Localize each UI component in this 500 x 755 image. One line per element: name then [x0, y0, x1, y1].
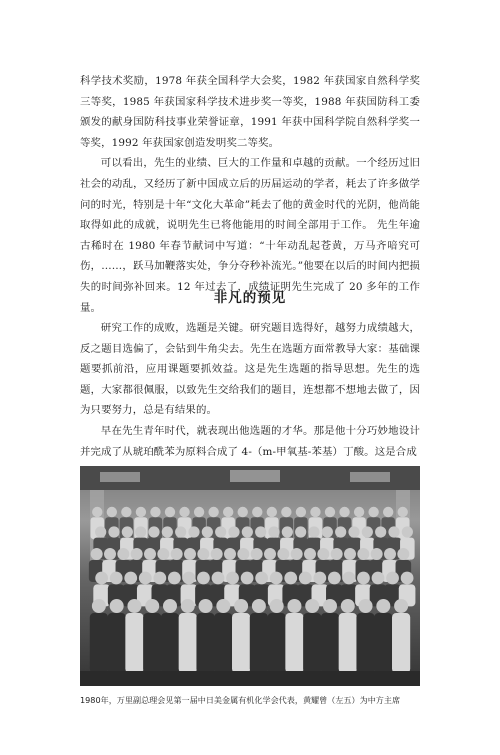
person-body	[196, 613, 214, 673]
person-head	[211, 548, 223, 560]
person-head	[375, 526, 386, 537]
person-body	[232, 613, 250, 673]
person-body	[356, 613, 374, 673]
person-head	[108, 526, 119, 537]
person-head	[153, 572, 166, 585]
paragraph-achievements: 可以看出，先生的业绩、巨大的工作量和卓越的贡献。一个经历过旧社会的动乱，又经历了新中国成立后的历届运动的学者，耗去了许多做学问的时光，特别是十年“文化大革命”耗去了他的黄金时代的光阴，他尚能取得如此的成就，说明先生已将他能用的时间全部用于工作。 先生年逾古稀时在 1980 年春节献词中写道：“十年动乱起苍黄，万马齐喑究可伤，……，跃马加鞭落实处，争分夺秒补流光。”他要在以后的时间内把损失的时间弥补回来。12 年过去了，成绩证明先生完成了 20 多年的工作量。	[80, 157, 420, 314]
person-head	[383, 507, 393, 517]
paragraph-early-talent: 早在先生青年时代，就表现出他选题的才华。那是他十分巧妙地设计并完成了从琥珀酰苯为原料合成了 4-（m-甲氧基-苯基）丁酸。这是合成	[80, 424, 420, 458]
group-photo-icon	[80, 466, 420, 686]
person-head	[234, 599, 248, 613]
person-head	[372, 572, 385, 585]
person-head	[388, 526, 399, 537]
person-head	[344, 548, 356, 560]
person-body	[161, 613, 179, 673]
person-head	[282, 526, 293, 537]
person-head	[226, 572, 239, 585]
person-head	[291, 548, 303, 560]
person-head	[287, 599, 301, 613]
person-head	[228, 526, 239, 537]
person-body	[285, 613, 303, 673]
person-head	[121, 507, 131, 517]
person-head	[328, 572, 341, 585]
person-body	[125, 613, 143, 673]
person-head	[371, 548, 383, 560]
person-head	[305, 599, 319, 613]
person-head	[341, 599, 355, 613]
person-head	[92, 599, 106, 613]
person-head	[179, 507, 189, 517]
person-head	[95, 572, 108, 585]
person-head	[237, 548, 249, 560]
person-head	[122, 526, 133, 537]
person-head	[148, 526, 159, 537]
person-head	[331, 548, 343, 560]
person-head	[398, 507, 408, 517]
person-head	[323, 599, 337, 613]
person-body	[108, 613, 126, 673]
person-body	[392, 613, 410, 673]
person-head	[281, 507, 291, 517]
photo-caption: 1980年，万里副总理会见第一届中日美金属有机化学会代表，黄耀曾（左五）为中方主席	[80, 695, 401, 705]
person-head	[223, 507, 233, 517]
person-head	[251, 548, 263, 560]
person-head	[197, 572, 210, 585]
person-head	[188, 526, 199, 537]
person-head	[401, 572, 414, 585]
person-head	[95, 526, 106, 537]
person-head	[183, 572, 196, 585]
person-head	[339, 507, 349, 517]
person-head	[110, 599, 124, 613]
person-head	[325, 507, 335, 517]
group-photo	[80, 466, 420, 686]
person-head	[241, 572, 254, 585]
person-head	[267, 507, 277, 517]
person-head	[310, 507, 320, 517]
person-head	[295, 526, 306, 537]
person-head	[354, 507, 364, 517]
person-body	[179, 613, 197, 673]
paragraph-topic-selection: 研究工作的成败，选题是关键。研究题目选得好，越努力成绩越大，反之题目选偏了，会钻到牛角尖去。先生在选题方面常教导大家：基础课题要抓前沿，应用课题要抓效益。这是先生选题的指导思想。先生的选题，大家都很佩服，以致先生交给我们的题目，连想都不想地去做了，因为只要努力，总是有结果的。	[80, 322, 420, 417]
person-head	[386, 572, 399, 585]
person-head	[322, 526, 333, 537]
person-body	[268, 613, 286, 673]
person-head	[197, 548, 209, 560]
person-head	[157, 548, 169, 560]
person-head	[139, 572, 152, 585]
person-head	[362, 526, 373, 537]
person-body	[90, 613, 108, 673]
person-body	[321, 613, 339, 673]
person-body	[374, 613, 392, 673]
person-head	[92, 507, 102, 517]
person-head	[255, 526, 266, 537]
person-head	[131, 548, 143, 560]
person-head	[264, 548, 276, 560]
person-head	[127, 599, 141, 613]
person-head	[107, 507, 117, 517]
person-body	[250, 613, 268, 673]
person-head	[238, 507, 248, 517]
person-head	[171, 548, 183, 560]
person-head	[224, 548, 236, 560]
person-head	[255, 572, 268, 585]
person-head	[144, 548, 156, 560]
person-head	[135, 526, 146, 537]
person-head	[184, 548, 196, 560]
person-head	[242, 526, 253, 537]
person-head	[136, 507, 146, 517]
person-head	[150, 507, 160, 517]
paragraph-awards: 科学技术奖励，1978 年获全国科学大会奖，1982 年获国家自然科学奖三等奖，1985 年获国家科学技术进步奖一等奖，1988 年获国防科工委颁发的献身国防科技事业荣誉证章，1991 年获中国科学院自然科学奖一等奖，1992 年获国家创造发明奖二等奖。	[80, 75, 420, 149]
person-head	[357, 572, 370, 585]
person-head	[168, 572, 181, 585]
person-head	[110, 572, 123, 585]
person-head	[124, 572, 137, 585]
person-head	[212, 572, 225, 585]
person-head	[216, 599, 230, 613]
person-head	[304, 548, 316, 560]
body-text-top	[80, 71, 420, 318]
person-head	[268, 526, 279, 537]
person-body	[303, 613, 321, 673]
person-head	[296, 507, 306, 517]
person-head	[376, 599, 390, 613]
person-head	[335, 526, 346, 537]
person-body	[143, 613, 161, 673]
person-head	[277, 548, 289, 560]
person-head	[202, 526, 213, 537]
person-head	[252, 507, 262, 517]
person-head	[313, 572, 326, 585]
person-body	[339, 613, 357, 673]
person-head	[348, 526, 359, 537]
body-text-bottom	[80, 318, 420, 462]
person-head	[175, 526, 186, 537]
section-title: 非凡的预见	[213, 290, 287, 306]
person-head	[384, 548, 396, 560]
person-body	[214, 613, 232, 673]
person-head	[145, 599, 159, 613]
person-head	[308, 526, 319, 537]
person-head	[394, 599, 408, 613]
person-head	[357, 548, 369, 560]
person-head	[252, 599, 266, 613]
person-head	[215, 526, 226, 537]
person-head	[91, 548, 103, 560]
person-head	[284, 572, 297, 585]
person-head	[162, 526, 173, 537]
person-head	[208, 507, 218, 517]
person-head	[163, 599, 177, 613]
person-head	[165, 507, 175, 517]
person-head	[299, 572, 312, 585]
person-head	[397, 548, 409, 560]
person-head	[317, 548, 329, 560]
person-head	[181, 599, 195, 613]
person-head	[194, 507, 204, 517]
person-head	[359, 599, 373, 613]
person-head	[368, 507, 378, 517]
person-head	[199, 599, 213, 613]
person-head	[343, 572, 356, 585]
person-head	[402, 526, 413, 537]
person-head	[270, 572, 283, 585]
person-head	[270, 599, 284, 613]
person-head	[104, 548, 116, 560]
person-head	[117, 548, 129, 560]
